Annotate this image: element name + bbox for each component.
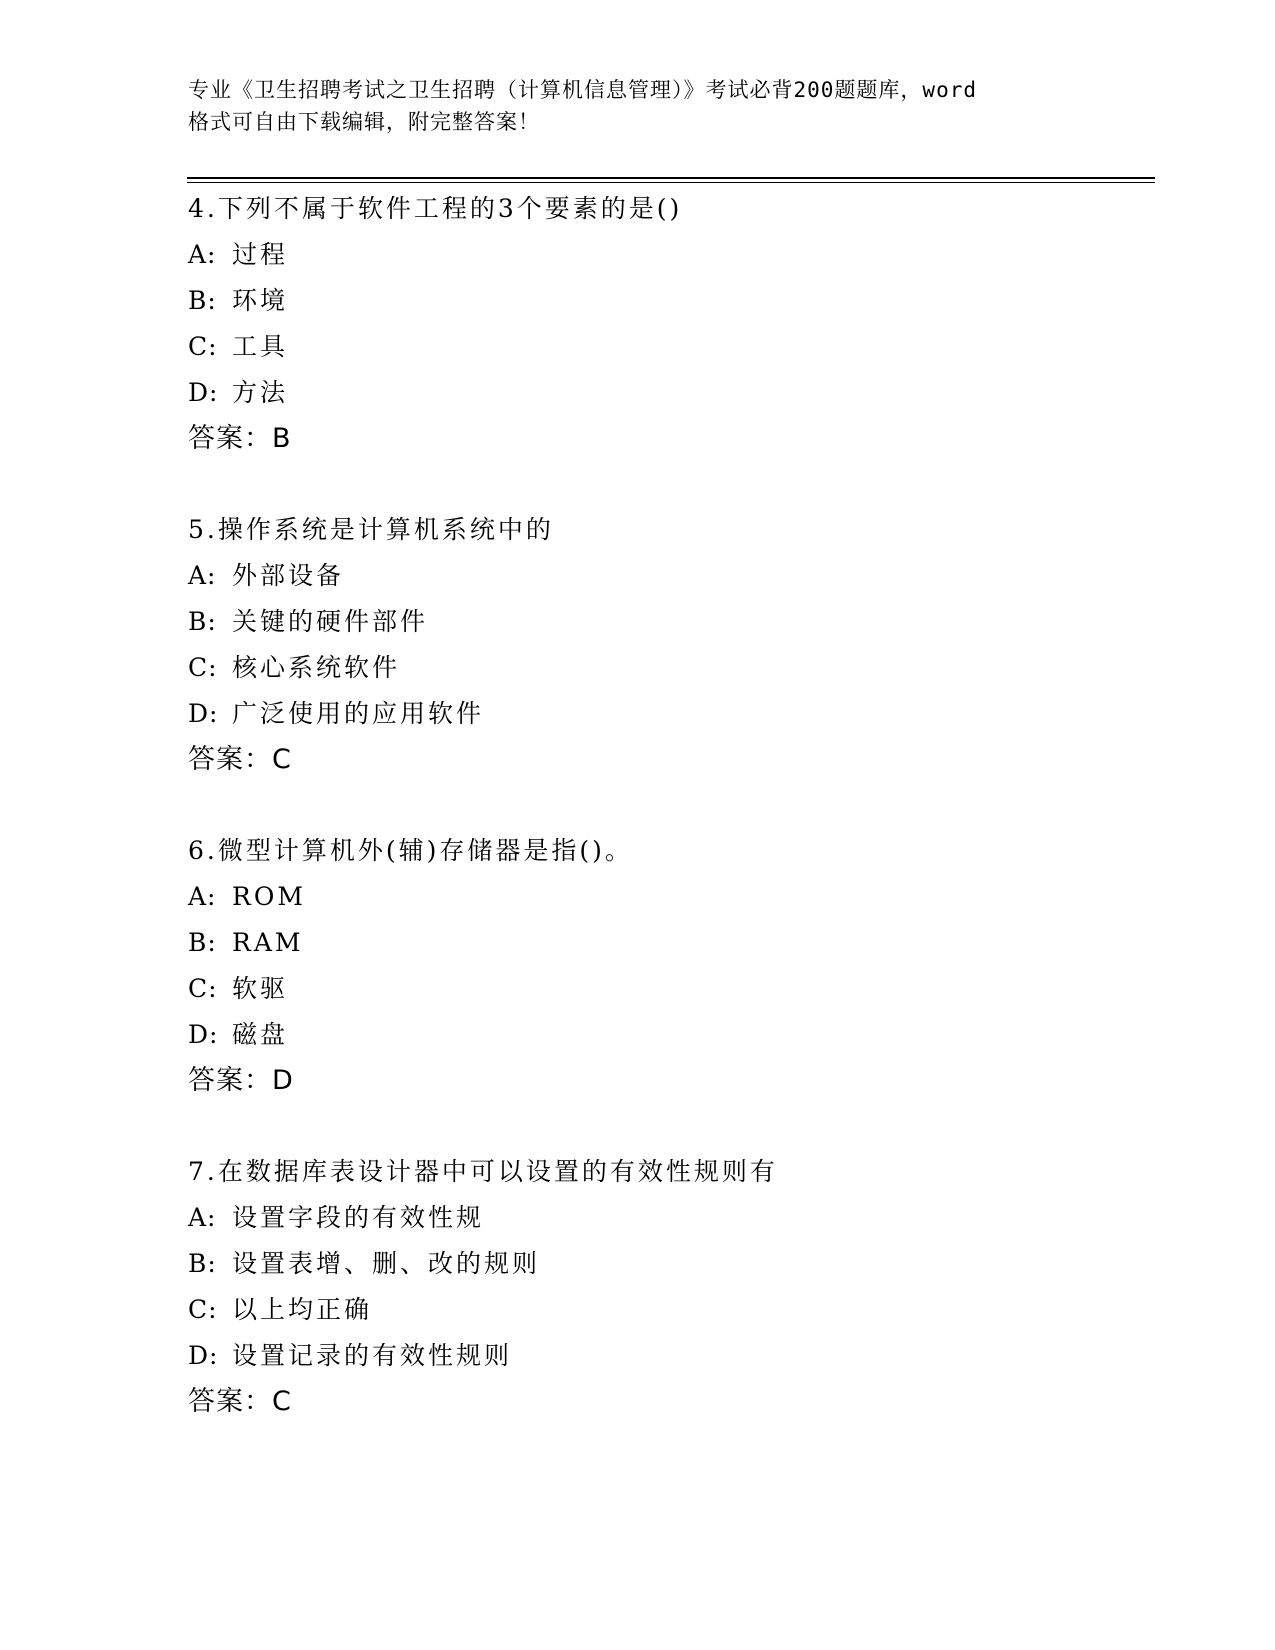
answer-line: 答案：C	[188, 744, 292, 775]
document-header	[188, 74, 1088, 138]
option-letter: A:	[188, 1203, 217, 1232]
option-b	[188, 1241, 1148, 1287]
option-text: 设置记录的有效性规则	[232, 1341, 513, 1370]
question-title: 7.在数据库表设计器中可以设置的有效性规则有	[188, 1157, 778, 1186]
option-letter: D:	[188, 378, 219, 407]
option-d	[188, 1333, 1148, 1379]
option-letter: A:	[188, 240, 217, 269]
question-block	[188, 507, 1148, 783]
option-letter: D:	[188, 1020, 219, 1049]
option-b	[188, 920, 1148, 966]
answer-line: 答案：D	[188, 1065, 294, 1096]
option-b	[188, 278, 1148, 324]
header-divider-thin	[187, 182, 1155, 183]
option-a	[188, 874, 1148, 920]
option-letter: B:	[188, 607, 217, 636]
option-text: 工具	[232, 332, 289, 361]
option-a	[188, 553, 1148, 599]
option-a	[188, 1195, 1148, 1241]
option-text: RAM	[232, 928, 304, 957]
header-line-1: 专业《卫生招聘考试之卫生招聘（计算机信息管理）》考试必背200题题库，word	[188, 78, 977, 102]
question-block	[188, 828, 1148, 1104]
question-block	[188, 186, 1148, 462]
question-title: 6.微型计算机外(辅)存储器是指()。	[188, 836, 633, 865]
question-block	[188, 1149, 1148, 1425]
option-d	[188, 1012, 1148, 1058]
option-text: 关键的硬件部件	[232, 607, 429, 636]
option-letter: A:	[188, 561, 217, 590]
option-c	[188, 966, 1148, 1012]
option-letter: C:	[188, 1295, 218, 1324]
option-letter: C:	[188, 653, 218, 682]
option-letter: D:	[188, 1341, 219, 1370]
option-text: 设置字段的有效性规	[232, 1203, 485, 1232]
answer-line: 答案：C	[188, 1386, 292, 1417]
option-c	[188, 1287, 1148, 1333]
option-d	[188, 370, 1148, 416]
option-text: 磁盘	[232, 1020, 289, 1049]
header-line-2: 格式可自由下载编辑，附完整答案！	[188, 110, 540, 134]
option-text: 核心系统软件	[232, 653, 401, 682]
option-letter: C:	[188, 332, 218, 361]
option-text: 软驱	[232, 974, 289, 1003]
option-letter: B:	[188, 286, 217, 315]
option-letter: C:	[188, 974, 218, 1003]
option-text: ROM	[232, 882, 306, 911]
question-title: 5.操作系统是计算机系统中的	[188, 515, 554, 544]
option-text: 方法	[232, 378, 289, 407]
option-text: 广泛使用的应用软件	[232, 699, 485, 728]
option-text: 以上均正确	[232, 1295, 373, 1324]
header-divider-thick	[187, 177, 1155, 179]
option-c	[188, 645, 1148, 691]
option-a	[188, 232, 1148, 278]
answer-line: 答案：B	[188, 423, 292, 454]
option-b	[188, 599, 1148, 645]
option-letter: D:	[188, 699, 219, 728]
option-letter: A:	[188, 882, 217, 911]
option-text: 外部设备	[232, 561, 345, 590]
option-text: 过程	[232, 240, 289, 269]
option-text: 环境	[232, 286, 289, 315]
option-d	[188, 691, 1148, 737]
option-c	[188, 324, 1148, 370]
option-letter: B:	[188, 1249, 217, 1278]
option-text: 设置表增、删、改的规则	[232, 1249, 541, 1278]
question-title: 4.下列不属于软件工程的3个要素的是()	[188, 194, 683, 223]
option-letter: B:	[188, 928, 217, 957]
